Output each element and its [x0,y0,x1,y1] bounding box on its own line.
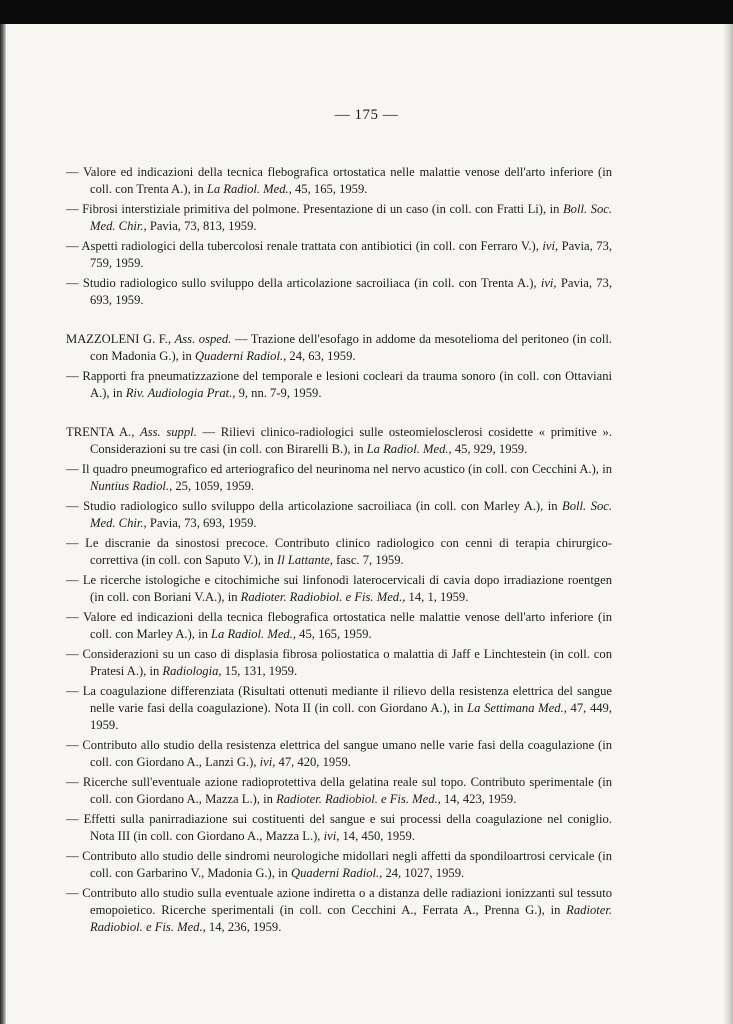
entry-text: — Trazione dell'esofago in addome da mesotelioma del peritoneo (in coll. con Madonia G.), in [90,332,612,363]
citation-details: 24, 1027, 1959. [382,866,465,880]
bibliography-entry [66,811,612,845]
journal-name: Riv. Audiologia Prat., [125,386,236,400]
author-name: TRENTA A., [66,425,141,439]
citation-details: 14, 236, 1959. [205,920,282,934]
citation-details: 45, 165, 1959. [296,627,372,641]
scan-left-edge [0,24,6,1024]
bibliography-entry [66,461,612,495]
entry-text: — Fibrosi interstiziale primitiva del polmone. Presentazione di un caso (in coll. con Fratti Li), in [66,202,563,216]
bibliography-entry [66,498,612,532]
entry-text: — Contributo allo studio sulla eventuale azione indiretta o a distanza delle radiazioni ionizzanti sul tessuto emopoietico. Ricerche sperimentali (in coll. con Cecchini A., Ferrata A., Prenna G.), in [66,886,612,917]
bibliography-entry [66,275,612,309]
journal-name: Il Lattante, [277,553,333,567]
bibliography-entry [66,683,612,734]
citation-details: 45, 929, 1959. [451,442,528,456]
bibliography-entry [66,201,612,235]
journal-name: La Radiol. Med., [206,182,292,196]
journal-name: Boll. Soc. Med. Chir., [90,202,612,233]
entry-text: — Le discranie da sinostosi precoce. Contributo clinico radiologico con cenni di terapia chirurgico-correttiva (in coll. con Saputo V.), in [66,536,612,567]
entry-text: — Aspetti radiologici della tubercolosi renale trattata con antibiotici (in coll. con Ferraro V.), [66,239,543,253]
entry-text: — Ricerche sull'eventuale azione radioprotettiva della gelatina reale sul topo. Contributo sperimentale (in coll. con Giordano A., Mazza L.), in [66,775,612,806]
journal-name: La Radiol. Med., [366,442,452,456]
citation-details: 9, nn. 7-9, 1959. [235,386,322,400]
entry-text: — Studio radiologico sullo sviluppo della articolazione sacroiliaca (in coll. con Marley A.), in [66,499,563,513]
author-entry [66,331,612,365]
journal-name: Radiologia, [162,664,222,678]
citation-details: 24, 63, 1959. [286,349,356,363]
journal-name: La Radiol. Med., [211,627,297,641]
entry-text: — Valore ed indicazioni della tecnica flebografica ortostatica nelle malattie venose dell'arto inferiore (in coll. con Marley A.), in [66,610,612,641]
entry-text: — Valore ed indicazioni della tecnica flebografica ortostatica nelle malattie venose dell'arto inferiore (in coll. con Trenta A.), in [66,165,612,196]
bibliography-entry [66,238,612,272]
page-number: — 175 — [334,107,399,123]
journal-name: Boll. Soc. Med. Chir., [90,499,612,530]
bibliography-entry [66,164,612,198]
citation-details: fasc. 7, 1959. [333,553,404,567]
entry-text: — Contributo allo studio delle sindromi neurologiche midollari negli affetti da spondiloartrosi cervicale (in coll. con Garbarino V., Madonia G.), in [66,849,612,880]
author-entry [66,424,612,458]
author-name: MAZZOLENI G. F., [66,332,175,346]
bibliography-entry [66,535,612,569]
journal-name: Quaderni Radiol., [194,349,287,363]
journal-name: ivi, [259,755,276,769]
journal-name: Quaderni Radiol., [291,866,383,880]
citation-details: 14, 1, 1959. [405,590,469,604]
scan-top-border [0,0,733,24]
entry-text: — La coagulazione differenziata (Risultati ottenuti mediante il rilievo della resistenza elettrica del sangue nelle varie fasi della coagulazione). Nota II (in coll. con Giordano A.), in [66,684,612,715]
bibliography-entry [66,646,612,680]
bibliography-list [66,164,612,939]
citation-details: 25, 1059, 1959. [172,479,255,493]
bibliography-entry [66,774,612,808]
journal-name: La Settimana Med., [467,701,567,715]
citation-details: Pavia, 73, 813, 1959. [146,219,257,233]
entry-text: — Rilievi clinico-radiologici sulle osteomielosclerosi cosidette « primitive ». Considerazioni su tre casi (in coll. con Birarelli B.), in [90,425,612,456]
journal-name: Radioter. Radiobiol. e Fis. Med., [90,903,612,934]
journal-name: ivi, [540,276,557,290]
entry-text: — Il quadro pneumografico ed arteriografico del neurinoma nel nervo acustico (in coll. con Cecchini A.), in [66,462,612,476]
citation-details: Pavia, 73, 693, 1959. [146,516,257,530]
journal-name: Radioter. Radiobiol. e Fis. Med., [240,590,406,604]
citation-details: Pavia, 73, 693, 1959. [90,276,613,307]
bibliography-entry [66,737,612,771]
citation-details: 14, 423, 1959. [440,792,517,806]
bibliography-entry [66,572,612,606]
bibliography-entry [66,848,612,882]
citation-details: 47, 449, 1959. [90,701,612,732]
entry-text: — Le ricerche istologiche e citochimiche sui linfonodi laterocervicali di cavia dopo irradiazione roentgen (in coll. con Boriani V.A.), in [66,573,612,604]
journal-name: ivi, [323,829,340,843]
author-role: Ass. suppl. [140,425,197,439]
scan-right-edge [723,24,733,1024]
citation-details: 47, 420, 1959. [275,755,351,769]
bibliography-entry [66,609,612,643]
journal-name: Nuntius Radiol., [90,479,173,493]
journal-name: ivi, [542,239,559,253]
author-role: Ass. osped. [174,332,232,346]
bibliography-entry [66,368,612,402]
citation-details: 45, 165, 1959. [291,182,368,196]
entry-text: — Contributo allo studio della resistenza elettrica del sangue umano nelle varie fasi della coagulazione (in coll. con Giordano A., Lanzi G.), [66,738,612,769]
bibliography-entry [66,885,612,936]
citation-details: Pavia, 73, 759, 1959. [90,239,612,270]
citation-details: 15, 131, 1959. [221,664,298,678]
entry-text: — Studio radiologico sullo sviluppo della articolazione sacroiliaca (in coll. con Trenta A.), [66,276,541,290]
entry-text: — Considerazioni su un caso di displasia fibrosa poliostatica o malattia di Jaff e Linchtestein (in coll. con Pratesi A.), in [66,647,612,678]
citation-details: 14, 450, 1959. [339,829,415,843]
entry-text: — Effetti sulla panirradiazione sui costituenti del sangue e sui processi della coagulazione nel coniglio. Nota III (in coll. con Giordano A., Mazza L.), [66,812,612,843]
journal-name: Radioter. Radiobiol. e Fis. Med., [276,792,441,806]
entry-text: — Rapporti fra pneumatizzazione del temporale e lesioni cocleari da trauma sonoro (in coll. con Ottaviani A.), in [66,369,612,400]
